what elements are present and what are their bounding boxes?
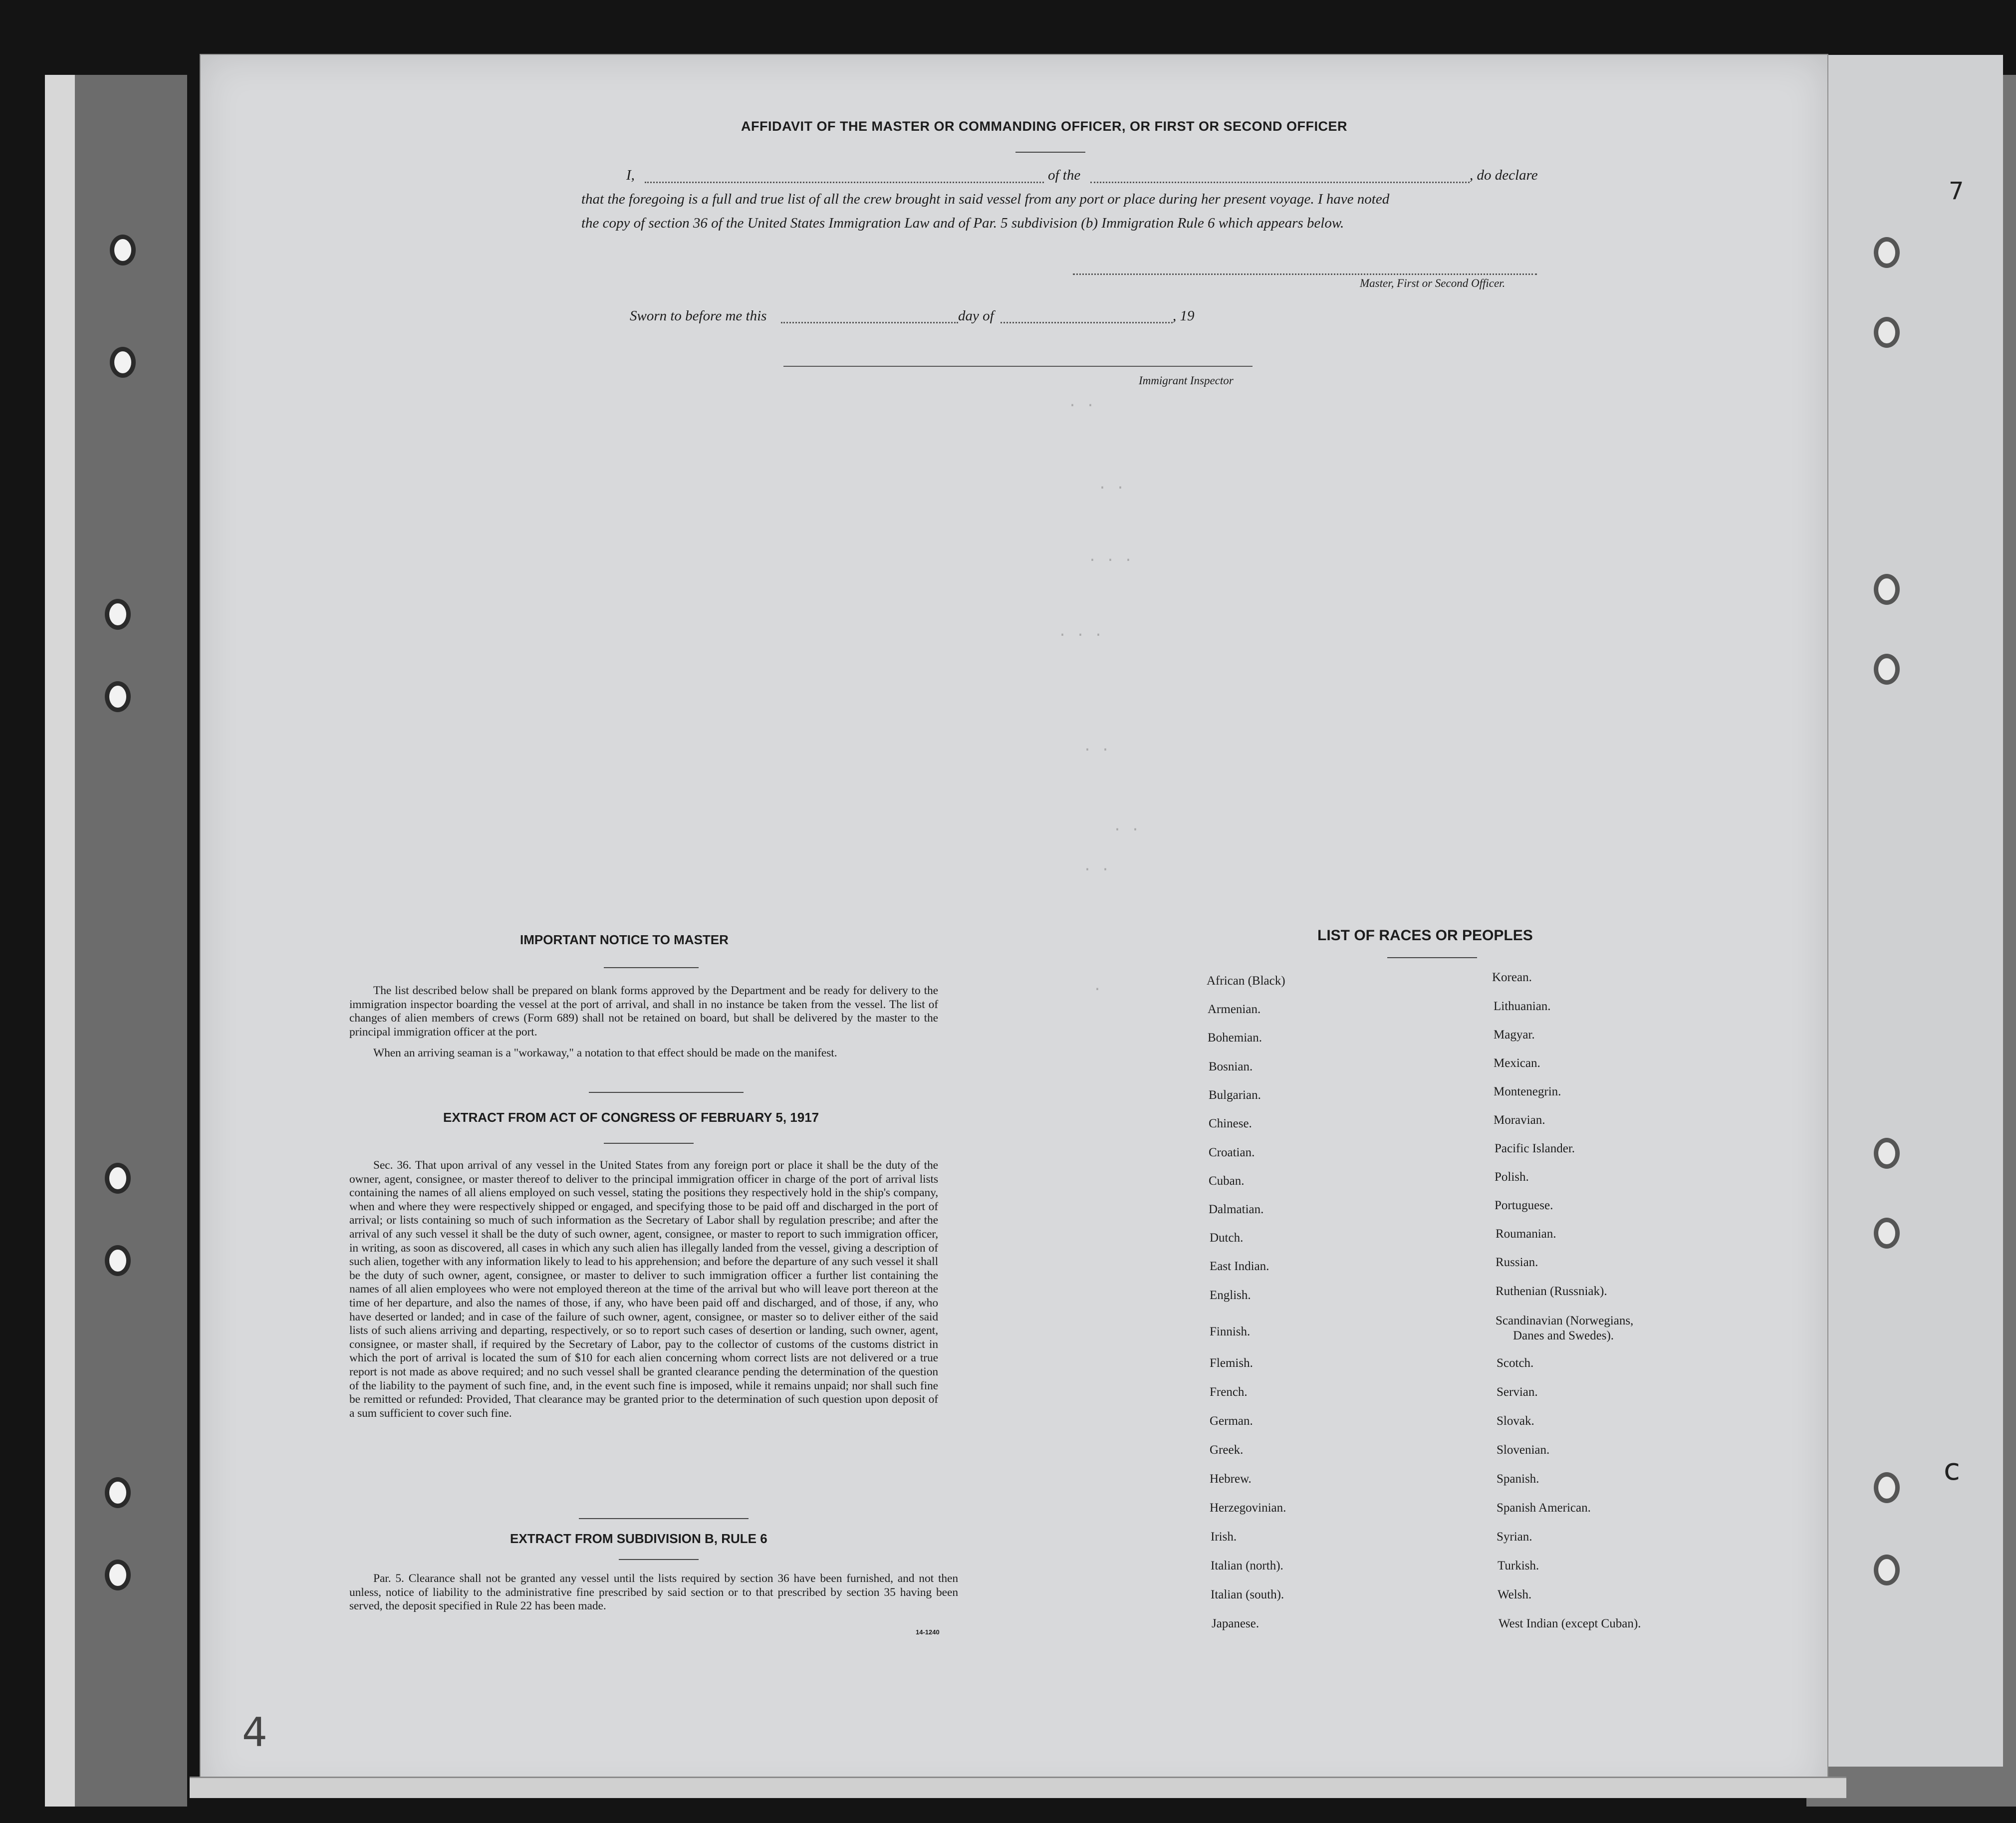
section-rule (589, 1092, 744, 1093)
show-through-text: . . (1083, 739, 1110, 756)
race-item: French. (1210, 1385, 1248, 1399)
race-item: Dutch. (1210, 1231, 1244, 1245)
sworn-day-label: day of (958, 308, 994, 324)
form-number: 14-1240 (916, 1628, 940, 1636)
show-through-text: . . (1113, 818, 1140, 835)
affidavit-title: AFFIDAVIT OF THE MASTER OR COMMANDING OFFICER, OR FIRST OR SECOND OFFICER (741, 119, 1347, 134)
race-item: Syrian. (1497, 1530, 1532, 1544)
race-item: Welsh. (1498, 1588, 1532, 1601)
extract-act-rule (604, 1143, 694, 1144)
race-item: Bohemian. (1208, 1031, 1262, 1044)
race-item: Servian. (1497, 1385, 1538, 1399)
vessel-blank[interactable] (1090, 182, 1470, 183)
page-edge-strip (190, 1777, 1846, 1798)
page-hole (1874, 1472, 1900, 1503)
master-signature-label: Master, First or Second Officer. (1360, 277, 1506, 289)
extract-rule-title: EXTRACT FROM SUBDIVISION B, RULE 6 (510, 1531, 767, 1546)
race-item: Armenian. (1208, 1003, 1261, 1016)
race-item: Roumanian. (1496, 1227, 1556, 1241)
page-hole (1874, 237, 1900, 268)
affidavit-of-label: of the (1048, 167, 1081, 183)
form-page (200, 54, 1828, 1798)
race-item: Chinese. (1209, 1117, 1252, 1130)
show-through-text: . . (1068, 394, 1095, 411)
race-item: Magyar. (1494, 1028, 1535, 1042)
race-item: Korean. (1492, 971, 1532, 984)
handwritten-mark: c (1944, 1452, 1960, 1487)
binder-left-edge (45, 75, 75, 1807)
race-item: Ruthenian (Russniak). (1496, 1285, 1607, 1298)
page-hole (1874, 1138, 1900, 1169)
notice-paragraph-1: The list described below shall be prepared on blank forms approved by the Department and be ready for delivery to the immigration inspector boarding the vessel at the port of arrival, and shall in no instance be taken from the vessel. The list of changes of alien members of crews (Form 689) shall not be retained on board, but shall be delivered by the master to the principal immigration officer at the port. (349, 984, 938, 1039)
race-item: Italian (north). (1211, 1559, 1283, 1572)
race-item: Italian (south). (1211, 1588, 1284, 1601)
show-through-text: . . (1083, 858, 1110, 875)
race-item: Spanish. (1497, 1472, 1539, 1486)
race-item: Slovenian. (1497, 1443, 1550, 1457)
race-item: Japanese. (1212, 1617, 1260, 1630)
race-item: Greek. (1210, 1443, 1244, 1457)
inspector-label: Immigrant Inspector (1139, 374, 1234, 387)
sworn-year-label: , 19 (1173, 308, 1195, 324)
master-signature-line[interactable] (1073, 273, 1537, 275)
show-through-text: . . . (1088, 549, 1133, 566)
race-item: Pacific Islander. (1495, 1142, 1575, 1155)
section-36-paragraph: Sec. 36. That upon arrival of any vessel in the United States from any foreign port or place it shall be the duty of the owner, agent, consignee, or master thereof to deliver to the principal immigration officer in charge of the port of arrival lists containing the names of all aliens employed on such vessel, stating the positions they respectively hold in the ship's company, when and where they were respectively shipped or engaged, and specifying those to be paid off and discharged in the port of arrival; or lists containing so much of such information as the Secretary of Labor shall by regulation prescribe; and after the arrival of any such vessel it shall be the duty of such owner, agent, consignee, or master to report to such immigration officer, in writing, as soon as discovered, all cases in which any such alien has illegally landed from the vessel, giving a description of such alien, together with any information likely to lead to his apprehension; and before the departure of any such vessel it shall be the duty of such owner, agent, consignee, or master to deliver to such immigration officer a further list containing the names of all alien employees who were not employed thereon at the time of the arrival but who will leave port thereon at the time of her departure, and also the names of those, if any, who have been paid off and discharged, and of those, if any, who have deserted or landed; and in case of the failure of such owner, agent, consignee, or master so to deliver either of the said lists of such aliens arriving and departing, respectively, or so to report such cases of desertion or landing, such owner, agent, consignee, or master shall, if required by the Secretary of Labor, pay to the collector of customs of the customs district in which the port of arrival is located the sum of $10 for each alien concerning whom correct lists are not delivered or a true report is not made as above required; and no such vessel shall be granted clearance pending the determination of the question of the liability to the payment of such fine, and, in the event such fine is imposed, while it remains unpaid; nor shall such fine be remitted or refunded: Provided, That clearance may be granted prior to the determination of such question upon deposit of a sum sufficient to cover such fine. (349, 1159, 938, 1420)
show-through-text: . (1093, 978, 1102, 995)
race-item: Polish. (1495, 1170, 1529, 1184)
sworn-day-blank[interactable] (781, 322, 958, 323)
section-rule (579, 1518, 749, 1519)
binder-hole (105, 681, 131, 712)
race-item: Dalmatian. (1209, 1203, 1264, 1216)
race-item: African (Black) (1207, 974, 1285, 988)
race-item: Herzegovinian. (1210, 1501, 1286, 1515)
extract-act-title: EXTRACT FROM ACT OF CONGRESS OF FEBRUARY 5, 1917 (443, 1110, 819, 1125)
races-title: LIST OF RACES OR PEOPLES (1317, 927, 1533, 944)
race-item: German. (1210, 1414, 1253, 1428)
show-through-text: . . . (1058, 624, 1103, 641)
binder-hole (105, 1477, 131, 1508)
race-item: Bulgarian. (1209, 1088, 1261, 1102)
page-hole (1874, 574, 1900, 605)
race-item: Mexican. (1494, 1056, 1540, 1070)
race-item: Lithuanian. (1494, 1000, 1551, 1013)
handwritten-page-number: 4 (242, 1709, 267, 1756)
affidavit-line-2: that the foregoing is a full and true list of all the crew brought in said vessel from any port or place during her present voyage. I have noted (581, 191, 1390, 207)
binder-hole (105, 599, 131, 630)
binder-hole (105, 1560, 131, 1590)
page-hole (1874, 317, 1900, 348)
race-item: Spanish American. (1497, 1501, 1591, 1515)
race-item: Montenegrin. (1494, 1085, 1561, 1098)
race-item: Bosnian. (1209, 1060, 1253, 1073)
name-blank[interactable] (645, 182, 1044, 183)
binder-hole (105, 1163, 131, 1194)
race-item: Flemish. (1210, 1356, 1253, 1370)
race-item: Russian. (1496, 1256, 1538, 1269)
inspector-signature-line[interactable] (783, 366, 1253, 367)
binder-hole (110, 347, 136, 378)
page-hole (1874, 1218, 1900, 1249)
affidavit-line-3: the copy of section 36 of the United States Immigration Law and of Par. 5 subdivision (b) Immigration Rule 6 which appears below. (581, 215, 1344, 231)
race-item: Cuban. (1209, 1174, 1245, 1188)
extract-rule-rule (619, 1559, 699, 1560)
race-item: Hebrew. (1210, 1472, 1252, 1486)
race-item: Moravian. (1494, 1113, 1545, 1127)
race-item: Scotch. (1497, 1356, 1534, 1370)
race-item: Scandinavian (Norwegians, (1496, 1314, 1634, 1327)
race-item: Irish. (1211, 1530, 1237, 1544)
page-hole (1874, 1555, 1900, 1585)
show-through-text: . . (1098, 477, 1125, 494)
race-item-continued: Danes and Swedes). (1513, 1329, 1614, 1342)
binder-hole (110, 235, 136, 265)
sworn-month-blank[interactable] (1001, 322, 1173, 323)
race-item: East Indian. (1210, 1260, 1269, 1273)
race-item: Finnish. (1210, 1325, 1251, 1338)
notice-title: IMPORTANT NOTICE TO MASTER (520, 932, 729, 947)
binder-hole (105, 1245, 131, 1276)
race-item: Croatian. (1209, 1146, 1255, 1159)
race-item: West Indian (except Cuban). (1499, 1617, 1641, 1630)
title-rule (1015, 152, 1085, 153)
race-item: Portuguese. (1495, 1199, 1553, 1212)
race-item: Slovak. (1497, 1414, 1534, 1428)
affidavit-declare-label: , do declare (1470, 167, 1538, 183)
affidavit-i-label: I, (626, 167, 635, 183)
par-5-paragraph: Par. 5. Clearance shall not be granted any vessel until the lists required by section 36 have been furnished, and not then unless, notice of liability to the administrative fine prescribed by said section or to that prescribed by section 35 having been served, the deposit specified in Rule 22 has been made. (349, 1572, 958, 1613)
races-title-rule (1387, 957, 1477, 958)
handwritten-mark: 7 (1949, 177, 1964, 205)
sworn-label: Sworn to before me this (630, 308, 767, 324)
notice-rule (604, 967, 699, 968)
notice-paragraph-2: When an arriving seaman is a "workaway," a notation to that effect should be made on the manifest. (373, 1046, 837, 1059)
race-item: Turkish. (1498, 1559, 1539, 1572)
page-hole (1874, 654, 1900, 685)
race-item: English. (1210, 1289, 1251, 1302)
